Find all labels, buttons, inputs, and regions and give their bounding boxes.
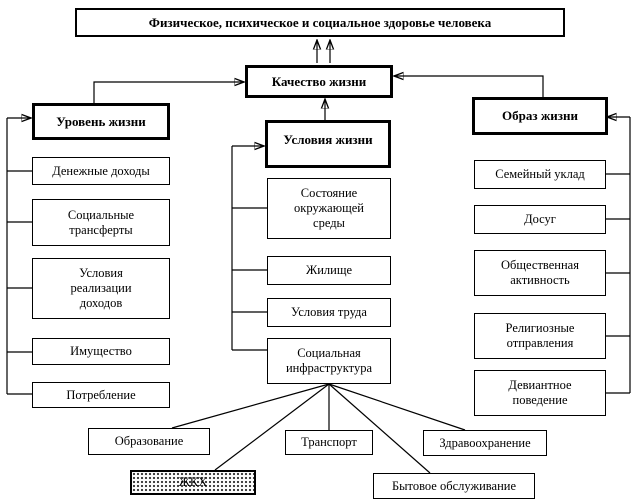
infrastructure-item-healthcare: Здравоохранение <box>423 430 547 456</box>
level-item-consumption: Потребление <box>32 382 170 408</box>
lifestyle-item-deviant: Девиантное поведение <box>474 370 606 416</box>
level-item-income-conditions: Условия реализации доходов <box>32 258 170 319</box>
lifestyle-item-family: Семейный уклад <box>474 160 606 189</box>
conditions-item-environment: Состояние окружающей среды <box>267 178 391 239</box>
conditions-item-housing: Жилище <box>267 256 391 285</box>
conditions-item-work-conditions: Условия труда <box>267 298 391 327</box>
level-item-money-income: Денежные доходы <box>32 157 170 185</box>
fan-to-utilities <box>215 384 329 470</box>
conditions-item-social-infrastructure: Социальная инфраструктура <box>267 338 391 384</box>
level-item-property: Имущество <box>32 338 170 365</box>
infrastructure-item-education: Образование <box>88 428 210 455</box>
living-conditions-header: Условия жизни <box>265 120 391 168</box>
infrastructure-item-utilities: ЖКХ <box>130 470 256 495</box>
fan-to-healthcare <box>329 384 465 430</box>
infrastructure-item-services: Бытовое обслуживание <box>373 473 535 499</box>
lifestyle-item-public-activity: Общественная активность <box>474 250 606 296</box>
level-of-life-header: Уровень жизни <box>32 103 170 140</box>
lifestyle-header: Образ жизни <box>472 97 608 135</box>
arrow-lifestyle-to-quality <box>394 76 543 97</box>
health-title-box: Физическое, психическое и социальное здоровье человека <box>75 8 565 37</box>
lifestyle-item-religious: Религиозные отправления <box>474 313 606 359</box>
level-item-social-transfers: Социальные трансферты <box>32 199 170 246</box>
quality-of-life-box: Качество жизни <box>245 65 393 98</box>
arrow-level-to-quality <box>94 82 244 103</box>
fan-to-services <box>329 384 430 473</box>
lifestyle-item-leisure: Досуг <box>474 205 606 234</box>
fan-to-education <box>172 384 329 428</box>
infrastructure-item-transport: Транспорт <box>285 430 373 455</box>
